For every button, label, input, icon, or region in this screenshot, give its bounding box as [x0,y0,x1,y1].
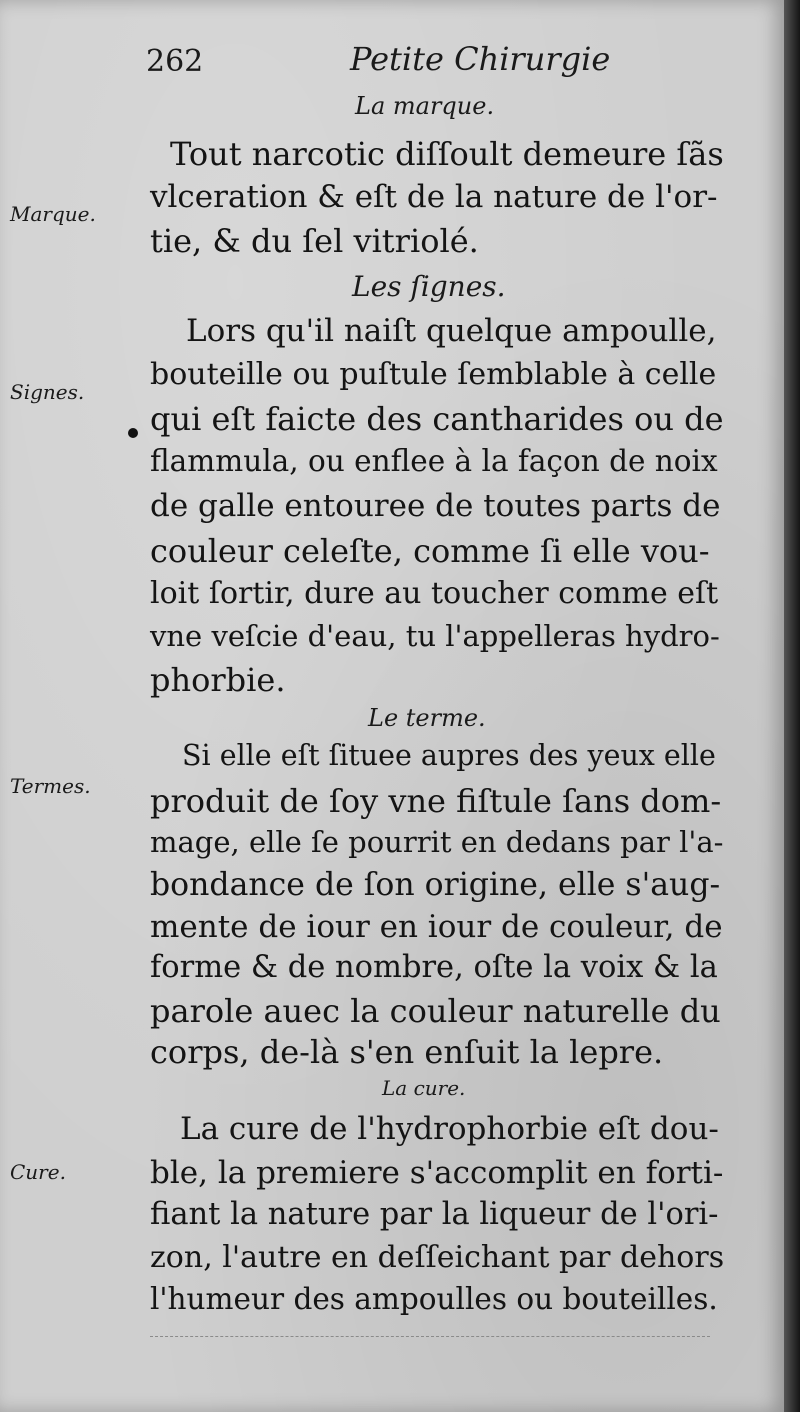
text-line: vne veſcie d'eau, tu l'appelleras hydro- [150,619,720,653]
text-line: vlceration & eſt de la nature de l'or- [150,179,718,215]
text-line: bondance de ſon origine, elle s'aug- [150,867,721,903]
text-line: produit de ſoy vne fiſtule ſans dom- [150,782,722,820]
text-line: corps, de-là s'en enſuit la lepre. [150,1033,664,1071]
text-line: fiant la nature par la liqueur de l'ori- [150,1197,719,1232]
text-line: bouteille ou puſtule ſemblable à celle [150,357,717,392]
text-line: couleur celeſte, comme ſi elle vou- [150,532,710,570]
page-number: 262 [146,44,204,79]
section-heading-marque: La marque. [355,92,495,120]
running-title: Petite Chirurgie [350,40,611,78]
text-line: mente de iour en iour de couleur, de [150,909,723,945]
margin-note-marque: Marque. [10,202,96,226]
text-line: La cure de l'hydrophorbie eſt dou- [180,1111,719,1147]
text-line: flammula, ou enflee à la façon de noix [150,444,718,478]
text-line: qui eſt faicte des cantharides ou de [150,400,724,438]
text-line: forme & de nombre, oſte la voix & la [150,950,718,985]
text-line: mage, elle ſe pourrit en dedans par l'a- [150,825,724,859]
text-line: loit ſortir, dure au toucher comme eſt [150,576,719,611]
text-line: Lors qu'il naiſt quelque ampoulle, [186,313,717,349]
section-heading-terme: Le terme. [368,704,486,732]
text-line: parole auec la couleur naturelle du [150,992,721,1030]
margin-note-signes: Signes. [10,380,85,404]
text-line: Tout narcotic diſſoult demeure ſãs [170,135,724,173]
text-line: phorbie. [150,661,286,699]
book-binding-edge [784,0,800,1412]
section-heading-signes: Les ſignes. [352,270,506,303]
margin-note-cure: Cure. [10,1160,66,1184]
page-bottom-rule [150,1336,710,1337]
text-line: l'humeur des ampoulles ou bouteilles. [150,1282,718,1316]
bullet-mark [128,428,138,438]
text-line: tie, & du ſel vitriolé. [150,222,479,260]
section-heading-cure: La cure. [382,1076,466,1100]
text-line: Si elle eſt ſituee aupres des yeux elle [182,739,716,772]
text-line: zon, l'autre en deſſeichant par dehors [150,1240,725,1275]
margin-note-termes: Termes. [10,774,91,798]
text-line: de galle entouree de toutes parts de [150,488,721,524]
text-line: ble, la premiere s'accomplit en forti- [150,1155,724,1191]
